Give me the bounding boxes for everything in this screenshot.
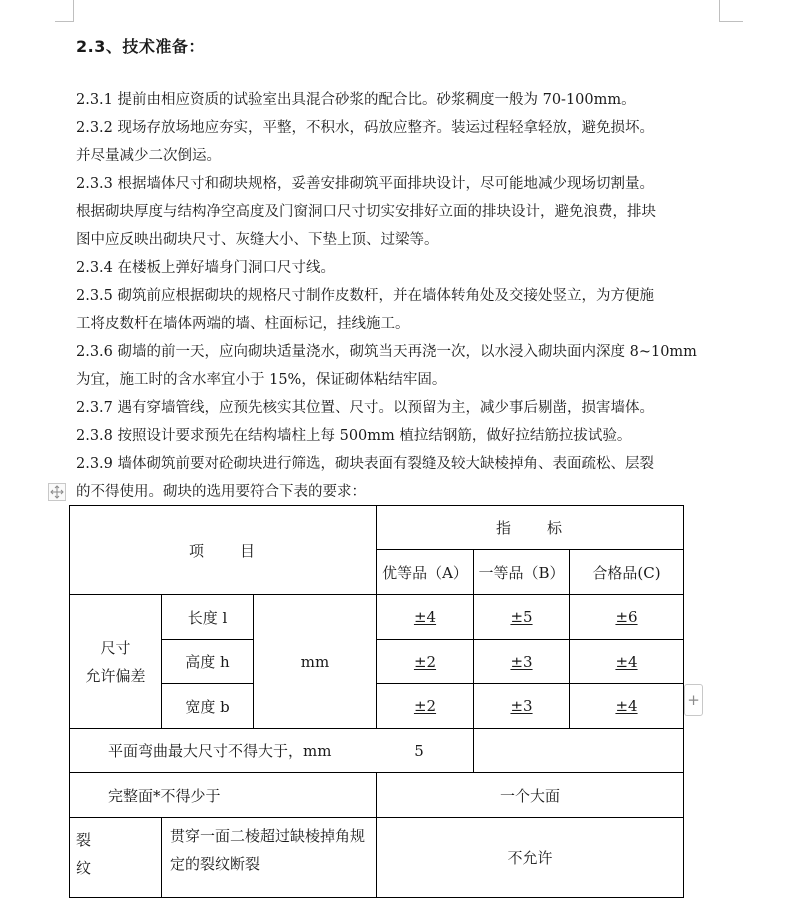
- item-header: 项 目: [70, 506, 377, 595]
- spec-table: [69, 505, 684, 898]
- add-row-button[interactable]: [684, 684, 703, 716]
- unit-cell: mm: [254, 595, 377, 729]
- paragraph-line: 2.3.1 提前由相应资质的试验室出具混合砂浆的配合比。砂浆稠度一般为 70-100mm。: [76, 92, 636, 108]
- grade-c-header: 合格品(C): [570, 550, 684, 595]
- table-move-handle[interactable]: [48, 483, 66, 501]
- move-arrows-icon: [50, 485, 64, 499]
- row-name-height: 高度 h: [162, 640, 254, 684]
- intact-label: 完整面*不得少于: [70, 773, 377, 818]
- grade-a-header: 优等品（A）: [377, 550, 474, 595]
- paragraph-line: 工将皮数杆在墙体两端的墙、柱面标记，挂线施工。: [76, 316, 410, 332]
- warp-label: 平面弯曲最大尺寸不得大于，mm: [108, 742, 332, 760]
- crop-mark-left-horizontal: [55, 21, 74, 22]
- row-name-length: 长度 l: [162, 595, 254, 640]
- crop-mark-left-vertical: [73, 0, 74, 22]
- dimension-group-label-2: 允许偏差: [85, 666, 146, 685]
- paragraph-line: 2.3.3 根据墙体尺寸和砌块规格，妥善安排砌筑平面排块设计，尽可能地减少现场切割量。: [76, 176, 654, 192]
- length-grade-a: ±4: [413, 608, 437, 626]
- section-heading: 2.3、技术准备：: [76, 37, 205, 56]
- crack-description: 贯穿一面二棱超过缺棱掉角规定的裂纹断裂: [162, 818, 377, 898]
- warp-row: [70, 729, 474, 773]
- paragraph-line: 2.3.8 按照设计要求预先在结构墙柱上每 500mm 植拉结钢筋，做好拉结筋拉拔试验。: [76, 428, 632, 444]
- warp-value: 5: [414, 742, 424, 760]
- length-grade-b: ±5: [510, 608, 533, 626]
- paragraph-line: 2.3.9 墙体砌筑前要对砼砌块进行筛选，砌块表面有裂缝及较大缺棱掉角、表面疏松、层裂: [76, 456, 654, 472]
- row-name-width: 宽度 b: [162, 684, 254, 729]
- paragraph-line: 为宜，施工时的含水率宜小于 15%，保证砌体粘结牢固。: [76, 372, 447, 388]
- dimension-group-label-1: 尺寸: [100, 638, 131, 657]
- crack-value: 不允许: [377, 818, 684, 898]
- crack-label-2: 纹: [76, 859, 92, 877]
- height-grade-a: ±2: [413, 652, 437, 671]
- dimension-group-cell: [70, 595, 162, 729]
- plus-icon: +: [687, 691, 700, 709]
- width-grade-a: ±2: [413, 697, 437, 715]
- paragraph-line: 的不得使用。砌块的选用要符合下表的要求：: [76, 484, 366, 500]
- paragraph-line: 2.3.2 现场存放场地应夯实，平整，不积水，码放应整齐。装运过程轻拿轻放，避免损坏。: [76, 120, 654, 136]
- warp-blank-cell: [474, 729, 684, 773]
- width-grade-b: ±3: [510, 697, 533, 715]
- crack-label-cell: [70, 818, 162, 898]
- paragraph-line: 2.3.6 砌墙的前一天，应向砌块适量浇水，砌筑当天再浇一次，以水浸入砌块面内深度 8~10mm: [76, 344, 697, 360]
- grade-b-header: 一等品（B）: [474, 550, 570, 595]
- paragraph-line: 2.3.5 砌筑前应根据砌块的规格尺寸制作皮数杆，并在墙体转角处及交接处竖立，为方便施: [76, 288, 654, 304]
- paragraph-line: 2.3.4 在楼板上弹好墙身门洞口尺寸线。: [76, 260, 336, 276]
- paragraph-line: 根据砌块厚度与结构净空高度及门窗洞口尺寸切实安排好立面的排块设计，避免浪费，排块: [76, 204, 656, 220]
- height-grade-b: ±3: [510, 652, 533, 671]
- intact-value: 一个大面: [377, 773, 684, 818]
- paragraph-line: 并尽量减少二次倒运。: [76, 148, 221, 164]
- length-grade-c: ±6: [615, 608, 638, 626]
- crack-label-1: 裂: [76, 831, 92, 849]
- width-grade-c: ±4: [615, 697, 638, 715]
- height-grade-c: ±4: [615, 652, 638, 671]
- crop-mark-right-horizontal: [719, 21, 743, 22]
- paragraph-line: 图中应反映出砌块尺寸、灰缝大小、下垫上顶、过梁等。: [76, 232, 439, 248]
- crop-mark-right-vertical: [719, 0, 720, 22]
- index-header: 指 标: [377, 506, 684, 550]
- paragraph-line: 2.3.7 遇有穿墙管线，应预先核实其位置、尺寸。以预留为主，减少事后剔凿，损害墙体。: [76, 400, 654, 416]
